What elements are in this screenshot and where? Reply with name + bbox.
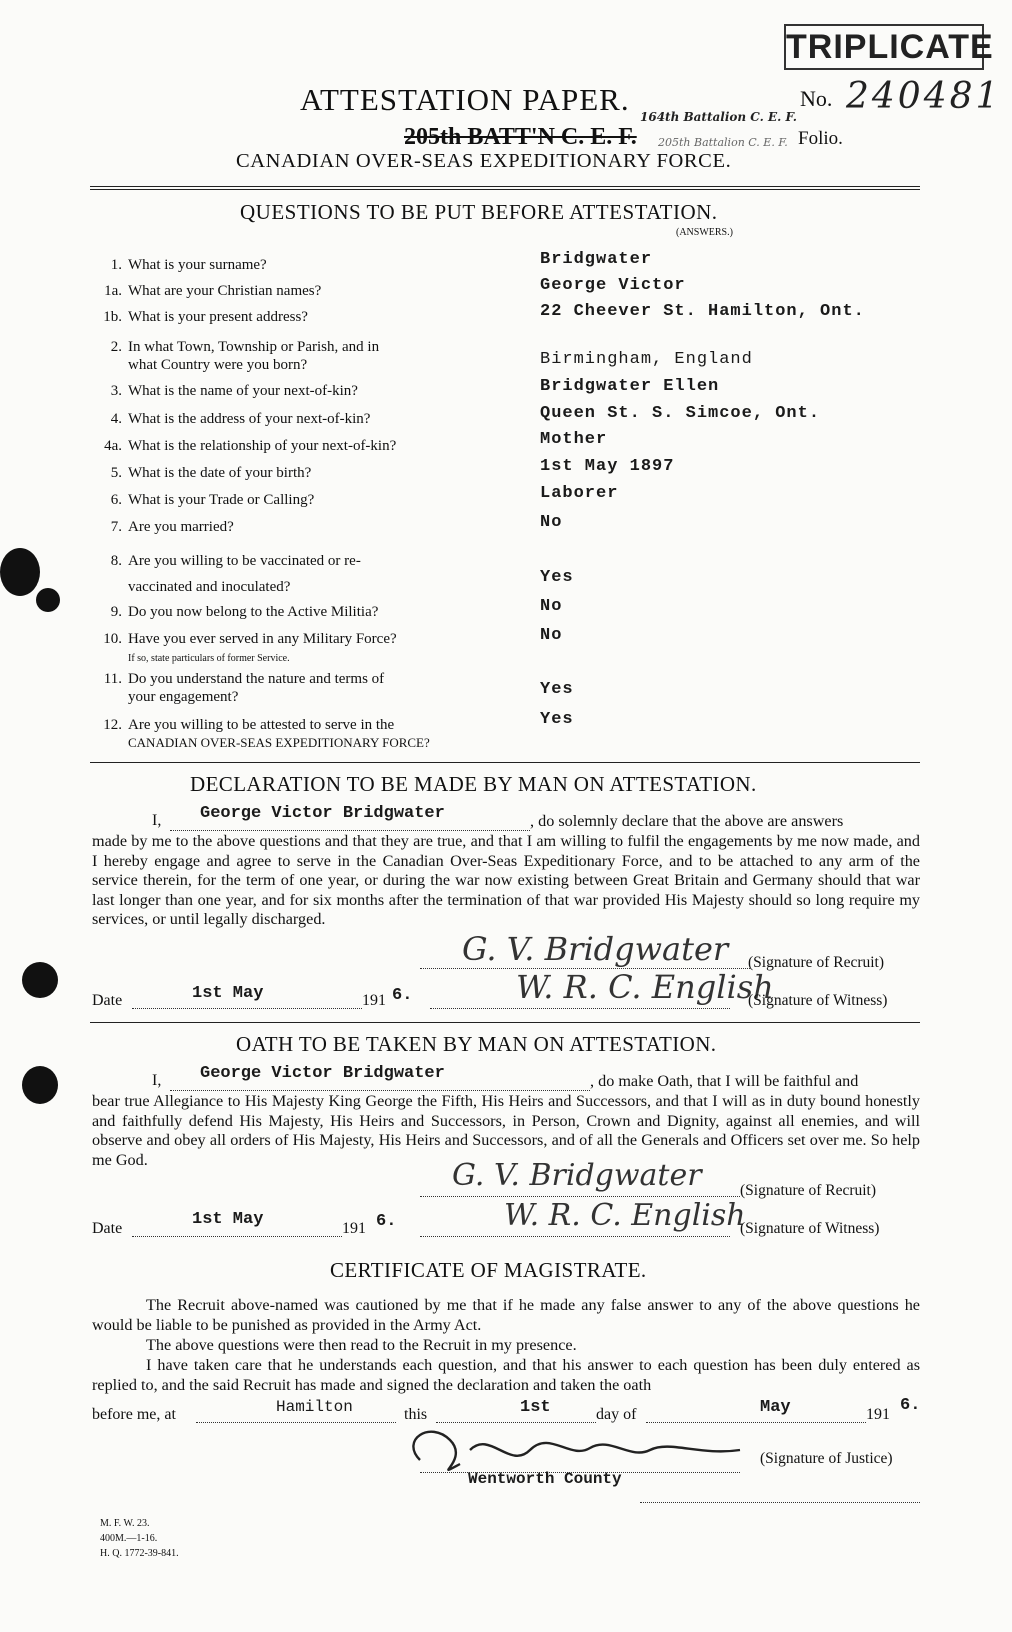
year-suffix: 6. xyxy=(376,1212,397,1231)
divider xyxy=(90,1022,920,1023)
question-number: 1b. xyxy=(103,309,122,325)
oath-heading: OATH TO BE TAKEN BY MAN ON ATTESTATION. xyxy=(236,1032,717,1056)
answer-address: 22 Cheever St. Hamilton, Ont. xyxy=(540,302,865,321)
year-suffix: 6. xyxy=(900,1396,921,1415)
recruit-signature-label: (Signature of Recruit) xyxy=(740,1182,877,1199)
year-prefix: 191 xyxy=(362,992,386,1009)
witness-signature-label: (Signature of Witness) xyxy=(740,1220,880,1237)
answers-label: (ANSWERS.) xyxy=(676,227,733,238)
answer-military-service: No xyxy=(540,626,563,645)
question-item xyxy=(88,308,508,326)
question-text: Have you ever served in any Military Force? xyxy=(128,631,397,647)
triplicate-stamp: TRIPLICATE xyxy=(784,24,984,70)
recruit-signature-label: (Signature of Recruit) xyxy=(748,954,885,971)
declaration-body: made by me to the above questions and that they are true, and that I am willing to fulfil the engagements by me now made, and I hereby engage and agree to serve in the Canadian Over-Seas Expeditionary Force, and to be attached to any arm of the service therein, for the term of one year, or during the war now existing between Great Britain and Germany should that war last longer than one year, and for six months after the termination of that war provided His Majesty should so long require my services, or until legally discharged. xyxy=(92,832,920,928)
question-number: 5. xyxy=(110,465,122,481)
question-item xyxy=(88,282,508,300)
date-label: Date xyxy=(92,1220,123,1237)
this-label: this xyxy=(404,1406,428,1423)
question-item xyxy=(88,464,508,482)
answer-understand: Yes xyxy=(540,680,574,699)
date-value: 1st May xyxy=(192,1210,264,1229)
answer-kin-address: Queen St. S. Simcoe, Ont. xyxy=(540,404,821,423)
question-text: Do you understand the nature and terms of xyxy=(128,671,385,687)
print-number: 400M.—1-16. xyxy=(100,1533,158,1544)
question-text: What is the date of your birth? xyxy=(128,465,312,481)
question-number: 11. xyxy=(103,671,122,687)
question-number: 4. xyxy=(110,411,122,427)
battalion-correction: 205th Battalion C. E. F. xyxy=(658,136,788,149)
justice-signature-label: (Signature of Justice) xyxy=(760,1450,893,1467)
battalion-correction: 164th Battalion C. E. F. xyxy=(640,110,797,124)
question-item xyxy=(88,437,508,455)
question-number: 3. xyxy=(110,383,122,399)
place: Hamilton xyxy=(276,1398,353,1416)
month: May xyxy=(760,1398,791,1417)
year-prefix: 191 xyxy=(342,1220,366,1237)
punch-hole xyxy=(22,962,58,998)
questions-heading: QUESTIONS TO BE PUT BEFORE ATTESTATION. xyxy=(240,200,718,224)
county: Wentworth County xyxy=(468,1470,622,1488)
question-text: What is the relationship of your next-of-kin? xyxy=(128,438,397,454)
declaration-i: I, xyxy=(152,812,162,829)
question-number: 6. xyxy=(110,492,122,508)
question-item xyxy=(88,491,508,509)
answer-birthplace: Birmingham, England xyxy=(540,350,753,369)
folio-label: Folio. xyxy=(798,128,843,149)
fill-line xyxy=(196,1422,396,1423)
date-label: Date xyxy=(92,992,123,1009)
fill-line xyxy=(640,1502,920,1503)
question-item xyxy=(88,256,508,274)
question-text: In what Town, Township or Parish, and in xyxy=(128,339,380,355)
question-number: 8. xyxy=(110,553,122,569)
question-item xyxy=(88,410,508,428)
recruit-signature: G. V. Bridgwater xyxy=(462,930,729,968)
magistrate-p2: The above questions were then read to the Recruit in my presence. xyxy=(146,1336,577,1354)
question-text: CANADIAN OVER-SEAS EXPEDITIONARY FORCE? xyxy=(128,735,430,750)
fill-line xyxy=(430,1008,730,1009)
question-text: Do you now belong to the Active Militia? xyxy=(128,604,379,620)
fill-line xyxy=(420,1236,730,1237)
fill-line xyxy=(132,1236,342,1237)
question-text: What are your Christian names? xyxy=(128,283,322,299)
year-suffix: 6. xyxy=(392,986,413,1005)
witness-signature: W. R. C. English xyxy=(516,968,774,1006)
question-number: 2. xyxy=(110,339,122,355)
question-text: Are you married? xyxy=(128,519,234,535)
subtitle: CANADIAN OVER-SEAS EXPEDITIONARY FORCE. xyxy=(236,150,732,172)
question-number: 12. xyxy=(103,717,122,733)
question-item xyxy=(88,630,508,668)
number-label: No. xyxy=(800,86,833,111)
date-value: 1st May xyxy=(192,984,264,1003)
answer-birth-date: 1st May 1897 xyxy=(540,457,675,476)
declaration-name: George Victor Bridgwater xyxy=(200,804,445,823)
declaration-heading: DECLARATION TO BE MADE BY MAN ON ATTESTATION. xyxy=(190,772,757,796)
form-number: M. F. W. 23. xyxy=(100,1518,150,1529)
question-text: What is the address of your next-of-kin? xyxy=(128,411,371,427)
question-text: If so, state particulars of former Service. xyxy=(128,653,290,664)
punch-hole xyxy=(0,548,40,596)
day-of: day of xyxy=(596,1406,637,1423)
question-text: What is your Trade or Calling? xyxy=(128,492,315,508)
question-item xyxy=(88,518,508,536)
question-text: What is the name of your next-of-kin? xyxy=(128,383,358,399)
magistrate-p1: The Recruit above-named was cautioned by me that if he made any false answer to any of the above questions he would be liable to be punished as provided in the Army Act. xyxy=(92,1296,920,1334)
magistrate-p3: I have taken care that he understands each question, and that his answer to each question has been duly entered as replied to, and the said Recruit has made and signed the declaration and taken the oath xyxy=(92,1356,920,1394)
answer-next-of-kin: Bridgwater Ellen xyxy=(540,377,720,396)
question-text: your engagement? xyxy=(128,689,239,705)
witness-signature-label: (Signature of Witness) xyxy=(748,992,888,1009)
question-number: 10. xyxy=(103,631,122,647)
year-prefix: 191 xyxy=(866,1406,890,1423)
question-item xyxy=(88,382,508,400)
answer-militia: No xyxy=(540,597,563,616)
before-me: before me, at xyxy=(92,1406,176,1423)
question-text: Are you willing to be vaccinated or re- xyxy=(128,553,361,569)
fill-line xyxy=(170,830,530,831)
question-number: 7. xyxy=(110,519,122,535)
magistrate-heading: CERTIFICATE OF MAGISTRATE. xyxy=(330,1258,647,1282)
question-item xyxy=(88,548,508,600)
day: 1st xyxy=(520,1398,551,1417)
question-item xyxy=(88,603,508,621)
answer-trade: Laborer xyxy=(540,484,619,503)
question-number: 9. xyxy=(110,604,122,620)
answer-willing: Yes xyxy=(540,710,574,729)
answer-vaccinated: Yes xyxy=(540,568,574,587)
page-title: ATTESTATION PAPER. xyxy=(300,82,630,117)
question-text: What is your surname? xyxy=(128,257,267,273)
fill-line xyxy=(420,1196,740,1197)
number-value: 240481 xyxy=(846,76,1002,117)
question-item xyxy=(88,716,508,752)
fill-line xyxy=(132,1008,362,1009)
question-number: 1a. xyxy=(104,283,122,299)
oath-body: bear true Allegiance to His Majesty King George the Fifth, His Heirs and Successors, and that I will as in duty bound honestly and faithfully defend His Majesty, His Heirs and Successors, in Person, Crown and Dignity, against all enemies, and will observe and obey all orders of His Majesty, His Heirs and Successors, and of all the Generals and Officers set over me. So help me God. xyxy=(92,1092,920,1169)
question-item xyxy=(88,670,508,706)
hq-number: H. Q. 1772-39-841. xyxy=(100,1548,179,1559)
declaration-line1: , do solemnly declare that the above are answers xyxy=(530,812,844,830)
question-number: 1. xyxy=(110,257,122,273)
recruit-signature: G. V. Bridgwater xyxy=(452,1158,702,1193)
oath-line1: , do make Oath, that I will be faithful and xyxy=(590,1072,859,1090)
oath-name: George Victor Bridgwater xyxy=(200,1064,445,1083)
question-text: vaccinated and inoculated? xyxy=(128,579,291,595)
battalion: 205th BATT'N C. E. F. xyxy=(404,124,637,150)
question-number: 4a. xyxy=(104,438,122,454)
question-text: What is your present address? xyxy=(128,309,308,325)
punch-hole xyxy=(36,588,60,612)
answer-christian-names: George Victor xyxy=(540,276,686,295)
answer-relationship: Mother xyxy=(540,430,608,449)
question-text: what Country were you born? xyxy=(128,357,308,373)
witness-signature: W. R. C. English xyxy=(504,1198,746,1233)
answer-married: No xyxy=(540,513,563,532)
question-item xyxy=(88,338,508,374)
fill-line xyxy=(170,1090,590,1091)
oath-i: I, xyxy=(152,1072,162,1089)
question-text: Are you willing to be attested to serve in the xyxy=(128,717,395,733)
answer-surname: Bridgwater xyxy=(540,250,653,269)
divider xyxy=(90,762,920,763)
divider xyxy=(90,186,920,190)
punch-hole xyxy=(22,1066,58,1104)
